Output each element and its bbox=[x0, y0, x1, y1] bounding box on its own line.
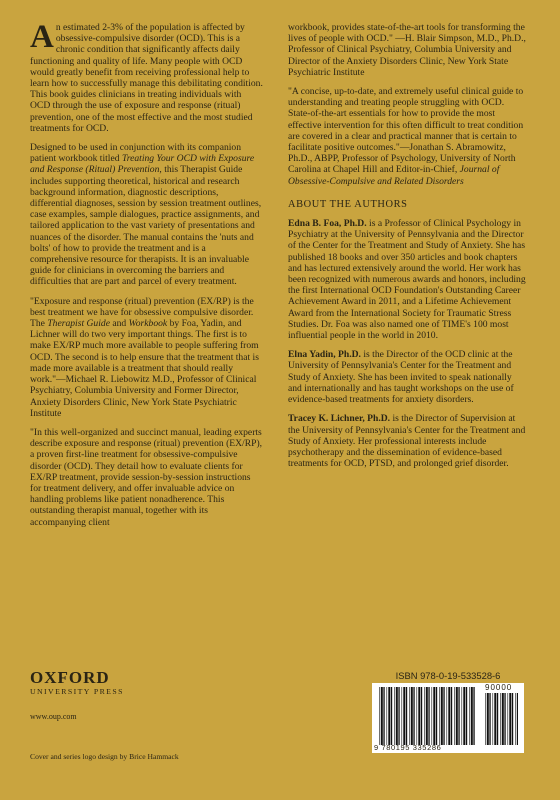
review-and: and bbox=[109, 318, 129, 330]
barcode-bars bbox=[378, 687, 476, 745]
barcode-bar bbox=[391, 687, 392, 745]
description-text-b: , this Therapist Guide includes supporting theoretical, historical and research background information, diagnostic descriptions, differential diagnoses, session by session treatment outlines, case examples, sample dialogues, practice assignments, and tailored application to the vast variety of presentations and nuances of the disorder. The manual contains the 'nuts and bolts' of how to provide the treatment and is a comprehensive resource for therapists. It is an invaluable guide for clinicians in overcoming the barriers and difficulties that are part and parcel of every treatment. bbox=[30, 164, 262, 288]
design-credit: Cover and series logo design by Brice Hammack bbox=[30, 752, 179, 761]
workbook-title-short: Workbook bbox=[128, 318, 168, 330]
barcode-bar bbox=[388, 687, 390, 745]
barcode-bar bbox=[433, 687, 435, 745]
barcode-bar bbox=[500, 693, 501, 745]
review-simpson-start: "In this well-organized and succinct manual, leading experts describe exposure and response (ritual) prevention (EX/RP), a proven first-line treatment for obsessive-compulsive disorder (OCD). They detail how to evaluate clients for EX/RP treatment, provide session-by-session instructions for treatment delivery, and offer invaluable advice on handling problems like patient nonadherence. This outstanding therapist manual, together with its accompanying client bbox=[30, 426, 263, 528]
barcode-bar bbox=[402, 687, 403, 745]
barcode-bar bbox=[383, 687, 384, 745]
barcode-bar bbox=[451, 687, 452, 745]
barcode-bar bbox=[432, 687, 433, 745]
barcode-bar bbox=[517, 693, 518, 745]
barcode-bar bbox=[489, 693, 490, 745]
barcode-bar bbox=[485, 693, 486, 745]
barcode-bar bbox=[458, 687, 459, 745]
review-abramowitz bbox=[288, 86, 526, 187]
barcode-bar bbox=[387, 687, 388, 745]
barcode-bar bbox=[466, 687, 467, 745]
review-text-a: "Exposure and response (ritual) prevention (EX/RP) is the best treatment we have for obsessive compulsive disorder. The bbox=[30, 295, 254, 330]
barcode-bar bbox=[494, 693, 496, 745]
publisher-logo bbox=[30, 668, 124, 696]
review-abramowitz-text: "A concise, up-to-date, and extremely useful clinical guide to understanding and treating people struggling with OCD. State-of-the-art essentials for how to provide the most effective intervention for this often difficult to treat condition are covered in a clear and practical manner that is certain to facilitate positive outcomes."—Jonathan S. Abramowitz, Ph.D., ABPP, Professor of Psychology, University of North Carolina at Chapel Hill and Editor-in-Chief, bbox=[288, 86, 524, 176]
barcode-bar bbox=[439, 687, 440, 745]
barcode-bar bbox=[504, 693, 505, 745]
description-paragraph bbox=[30, 142, 263, 288]
barcode-bar bbox=[515, 693, 516, 745]
barcode-bar bbox=[413, 687, 414, 745]
barcode-bar bbox=[411, 687, 413, 745]
barcode-bar bbox=[421, 687, 422, 745]
isbn-number: ISBN 978-0-19-533528-6 bbox=[395, 670, 501, 681]
barcode-bar bbox=[381, 687, 383, 745]
barcode-bar bbox=[443, 687, 444, 745]
author-name: Elna Yadin, Ph.D. bbox=[288, 349, 361, 361]
about-authors-heading: ABOUT THE AUTHORS bbox=[288, 198, 408, 210]
barcode-bar bbox=[394, 687, 395, 745]
barcode-bar bbox=[509, 693, 511, 745]
barcode-bar bbox=[441, 687, 443, 745]
publisher-name: OXFORD bbox=[30, 668, 110, 687]
author-bio: is a Professor of Clinical Psychology in Psychiatry at the University of Pennsylvania and the Director of the Center for the Treatment and Study of Anxiety. She has published 18 books and over 350 articles and book chapters and has lectured extensively around the world. Her work has been recognized with numerous awards and honors, including the first International OCD Foundation's Outstanding Career Achievement Award in 2011, and a Lifetime Achievement Award from the International Society for Traumatic Stress Studies. Dr. Foa was also named one of TIME's 100 most influential people in the world in 2010. bbox=[288, 218, 526, 342]
barcode-bar bbox=[462, 687, 463, 745]
intro-paragraph bbox=[30, 19, 263, 134]
barcode-addon-number: 90000 bbox=[485, 683, 513, 692]
barcode-bar bbox=[493, 693, 494, 745]
author-name: Tracey K. Lichner, Ph.D. bbox=[288, 413, 391, 425]
barcode-bar bbox=[463, 687, 465, 745]
author-bio: is the Director of the OCD clinic at the University of Pennsylvania's Center for the Treatment and Study of Anxiety. She has been invited to speak nationally and internationally and has taught workshops on the use of evidence-based treatments for anxiety disorders. bbox=[288, 349, 514, 406]
barcode-bar bbox=[447, 687, 448, 745]
review-text-b: by Foa, Yadin, and Lichner will do two very important things. The first is to make EX/RP much more available to people suffering from OCD. The second is to help ensure that the treatment that is made more available is a treatment that should really work."—Michael R. Liebowitz M.D., Professor of Clinical Psychiatry, Columbia University and Former Director, Anxiety Disorders Clinic, New York State Psychiatric Institute bbox=[30, 318, 259, 419]
barcode-bar bbox=[379, 687, 380, 745]
barcode-bar bbox=[473, 687, 474, 745]
barcode-bar bbox=[409, 687, 410, 745]
barcode-bar bbox=[448, 687, 450, 745]
barcode-box bbox=[372, 683, 524, 753]
left-column bbox=[30, 19, 263, 536]
review-simpson-end: workbook, provides state-of-the-art tools for transforming the lives of people with OCD." —H. Blair Simpson, M.D., Ph.D., Professor of Clinical Psychiatry, Columbia University and Director of the Anxiety Disorders Clinic, New York State Psychiatric Institute bbox=[288, 22, 526, 78]
barcode-bar bbox=[454, 687, 455, 745]
therapist-guide-title: Therapist Guide bbox=[47, 318, 110, 330]
barcode-digits: 9 780195 335286 bbox=[374, 743, 442, 752]
intro-text: n estimated 2-3% of the population is affected by obsessive-compulsive disorder (OCD). This is a chronic condition that significantly affects daily functioning and quality of life. Many people with OCD would greatly benefit from receiving professional help to learn how to successfully manage this debilitating condition. This book guides clinicians in treating individuals with OCD through the use of exposure and response (ritual) prevention, one of the most effective and the most studied treatments for OCD. bbox=[30, 22, 263, 134]
author-lichner bbox=[288, 413, 526, 469]
barcode-bar bbox=[469, 687, 470, 745]
author-foa bbox=[288, 218, 526, 341]
barcode-bar bbox=[403, 687, 405, 745]
barcode-bar bbox=[398, 687, 399, 745]
author-bio: is the Director of Supervision at the University of Pennsylvania's Center for the Treatment and Study of Anxiety. Her professional interests include psychotherapy and the dissemination of evidence-based treatments for OCD, PTSD, and prolonged grief disorder. bbox=[288, 413, 526, 470]
workbook-title: Treating Your OCD with Exposure and Response (Ritual) Prevention bbox=[30, 153, 255, 176]
right-column bbox=[288, 22, 526, 477]
barcode-bar bbox=[487, 693, 489, 745]
barcode-bar bbox=[406, 687, 407, 745]
barcode-bar bbox=[424, 687, 425, 745]
barcode-bar bbox=[512, 693, 513, 745]
description-text-a: Designed to be used in conjunction with its companion patient workbook titled bbox=[30, 142, 242, 165]
author-name: Edna B. Foa, Ph.D. bbox=[288, 218, 367, 230]
barcode-bar bbox=[508, 693, 509, 745]
barcode-bar bbox=[436, 687, 437, 745]
barcode-addon-bars bbox=[484, 693, 518, 745]
drop-cap: A bbox=[30, 19, 54, 55]
author-yadin bbox=[288, 349, 526, 405]
journal-title: Journal of Obsessive-Compulsive and Related Disorders bbox=[288, 164, 500, 187]
barcode-bar bbox=[426, 687, 428, 745]
review-liebowitz bbox=[30, 296, 263, 419]
publisher-subtitle: UNIVERSITY PRESS bbox=[30, 687, 124, 696]
publisher-url[interactable]: www.oup.com bbox=[30, 712, 77, 721]
barcode-bar bbox=[471, 687, 473, 745]
barcode-bar bbox=[456, 687, 458, 745]
barcode-bar bbox=[417, 687, 418, 745]
barcode-bar bbox=[428, 687, 429, 745]
barcode-bar bbox=[497, 693, 498, 745]
barcode-bar bbox=[502, 693, 504, 745]
isbn-barcode bbox=[372, 670, 524, 766]
barcode-bar bbox=[418, 687, 420, 745]
barcode-bar bbox=[396, 687, 398, 745]
